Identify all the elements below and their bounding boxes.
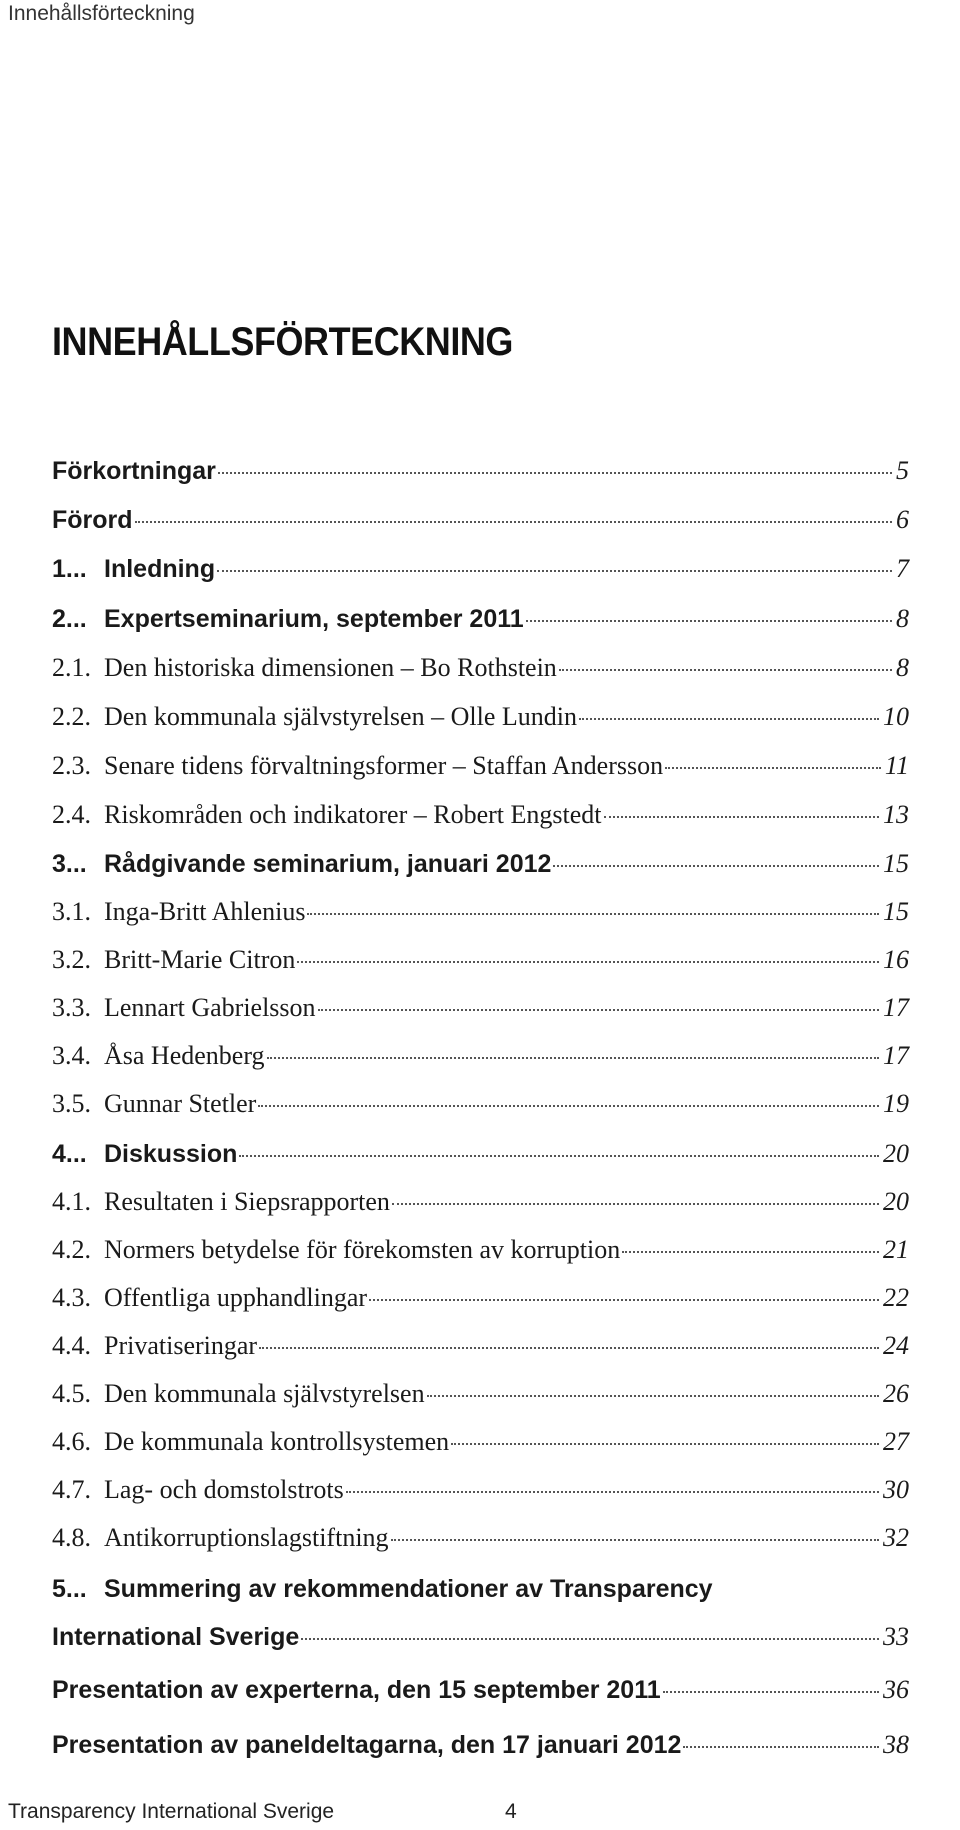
toc-entry-page: 15: [883, 897, 909, 926]
dot-leader: [259, 1347, 879, 1349]
toc-entry-page: 8: [896, 653, 909, 682]
toc-entry-3-2[interactable]: [52, 945, 909, 975]
toc-entry-page: 17: [883, 1041, 909, 1070]
toc-entry-4-2[interactable]: [52, 1235, 909, 1265]
toc-entry-page: 22: [883, 1283, 909, 1312]
toc-entry-number: 4.5.: [52, 1379, 91, 1408]
toc-entry-label: Diskussion: [104, 1140, 238, 1168]
toc-entry-number: 5...: [52, 1575, 87, 1603]
toc-entry-3-5[interactable]: [52, 1089, 909, 1119]
toc-entry-label: Presentation av experterna, den 15 september 2011: [52, 1676, 661, 1704]
toc-entry-forkortningar[interactable]: [52, 456, 909, 486]
toc-entry-label: Normers betydelse för förekomsten av korruption: [104, 1235, 621, 1264]
toc-entry-number: 4.3.: [52, 1283, 91, 1312]
toc-entry-label: Expertseminarium, september 2011: [104, 605, 524, 633]
toc-entry-page: 5: [896, 456, 909, 485]
toc-entry-label: Lag- och domstolstrots: [104, 1475, 344, 1504]
dot-leader: [427, 1395, 879, 1397]
toc-entry-3-1[interactable]: [52, 897, 909, 927]
toc-entry-page: 26: [883, 1379, 909, 1408]
toc-entry-label: Gunnar Stetler: [104, 1089, 257, 1118]
dot-leader: [267, 1057, 879, 1059]
toc-entry-chapter-5[interactable]: [52, 1575, 909, 1604]
toc-entry-page: 7: [896, 554, 909, 583]
toc-entry-2-3[interactable]: [52, 751, 909, 781]
toc-entry-label: Presentation av paneldeltagarna, den 17 januari 2012: [52, 1731, 682, 1759]
toc-entry-page: 30: [883, 1475, 909, 1504]
toc-entry-number: 4...: [52, 1140, 87, 1168]
toc-entry-experts-presentation[interactable]: [52, 1675, 909, 1705]
toc-entry-number: 3.2.: [52, 945, 91, 974]
toc-entry-page: 32: [883, 1523, 909, 1552]
toc-entry-number: 2.3.: [52, 751, 91, 780]
toc-entry-label: Antikorruptionslagstiftning: [104, 1523, 389, 1552]
toc-entry-4-8[interactable]: [52, 1523, 909, 1553]
dot-leader: [258, 1105, 879, 1107]
toc-entry-label: Senare tidens förvaltningsformer – Staffan Andersson: [104, 751, 664, 780]
toc-entry-page: 20: [883, 1187, 909, 1216]
toc-entry-number: 2.4.: [52, 800, 91, 829]
toc-entry-page: 36: [883, 1675, 909, 1704]
dot-leader: [369, 1299, 879, 1301]
toc-entry-number: 4.1.: [52, 1187, 91, 1216]
dot-leader: [579, 718, 879, 720]
toc-entry-number: 3.5.: [52, 1089, 91, 1118]
toc-entry-page: 24: [883, 1331, 909, 1360]
toc-entry-page: 19: [883, 1089, 909, 1118]
dot-leader: [135, 521, 892, 523]
toc-entry-2-1[interactable]: [52, 653, 909, 683]
running-header: Innehållsförteckning: [8, 2, 195, 25]
footer-page-number: 4: [505, 1800, 517, 1823]
toc-entry-4-5[interactable]: [52, 1379, 909, 1409]
toc-entry-label: Den kommunala självstyrelsen: [104, 1379, 425, 1408]
toc-entry-number: 2...: [52, 605, 87, 633]
toc-entry-page: 17: [883, 993, 909, 1022]
dot-leader: [346, 1491, 879, 1493]
toc-entry-label: Förkortningar: [52, 457, 216, 485]
toc-entry-number: 4.7.: [52, 1475, 91, 1504]
toc-entry-4-7[interactable]: [52, 1475, 909, 1505]
toc-entry-page: 16: [883, 945, 909, 974]
toc-entry-4-1[interactable]: [52, 1187, 909, 1217]
toc-entry-2-2[interactable]: [52, 702, 909, 732]
toc-entry-4-3[interactable]: [52, 1283, 909, 1313]
toc-entry-page: 38: [883, 1730, 909, 1759]
toc-entry-label: Inledning: [104, 555, 216, 583]
toc-entry-page: 15: [883, 849, 909, 878]
page-footer: [8, 1800, 517, 1824]
toc-entry-page: 33: [883, 1622, 909, 1651]
dot-leader: [553, 865, 879, 867]
toc-entry-chapter-1[interactable]: [52, 554, 909, 584]
dot-leader: [297, 961, 879, 963]
toc-entry-forord[interactable]: [52, 505, 909, 535]
dot-leader: [622, 1251, 879, 1253]
toc-entry-label: Inga-Britt Ahlenius: [104, 897, 306, 926]
toc-entry-label: Rådgivande seminarium, januari 2012: [104, 850, 552, 878]
toc-entry-page: 21: [883, 1235, 909, 1264]
dot-leader: [318, 1009, 879, 1011]
toc-entry-number: 4.4.: [52, 1331, 91, 1360]
toc-entry-number: 2.2.: [52, 702, 91, 731]
toc-entry-page: 20: [883, 1139, 909, 1168]
toc-entry-label: Förord: [52, 506, 133, 534]
toc-entry-page: 6: [896, 505, 909, 534]
toc-entry-chapter-5-continued[interactable]: [52, 1622, 909, 1652]
toc-entry-page: 11: [884, 751, 909, 780]
toc-entry-label: Resultaten i Siepsrapporten: [104, 1187, 390, 1216]
dot-leader: [559, 669, 892, 671]
toc-entry-number: 3...: [52, 850, 87, 878]
toc-entry-4-6[interactable]: [52, 1427, 909, 1457]
dot-leader: [663, 1691, 879, 1693]
dot-leader: [392, 1203, 879, 1205]
toc-entry-3-3[interactable]: [52, 993, 909, 1023]
dot-leader: [218, 472, 892, 474]
dot-leader: [604, 816, 879, 818]
dot-leader: [683, 1746, 879, 1748]
dot-leader: [301, 1638, 879, 1640]
toc-entry-label: Britt-Marie Citron: [104, 945, 296, 974]
toc-entry-page: 8: [896, 604, 909, 633]
toc-entry-label: Riskområden och indikatorer – Robert Engstedt: [104, 800, 602, 829]
toc-entry-page: 13: [883, 800, 909, 829]
page-title: INNEHÅLLSFÖRTECKNING: [52, 320, 513, 364]
toc-entry-chapter-4[interactable]: [52, 1139, 909, 1169]
dot-leader: [665, 767, 881, 769]
dot-leader: [391, 1539, 879, 1541]
toc-entry-number: 4.8.: [52, 1523, 91, 1552]
toc-entry-label: Offentliga upphandlingar: [104, 1283, 368, 1312]
toc-entry-number: 3.1.: [52, 897, 91, 926]
toc-entry-page: 27: [883, 1427, 909, 1456]
toc-entry-chapter-2[interactable]: [52, 604, 909, 634]
toc-entry-number: 3.3.: [52, 993, 91, 1022]
toc-entry-page: 10: [883, 702, 909, 731]
toc-entry-label: Den kommunala självstyrelsen – Olle Lundin: [104, 702, 577, 731]
toc-entry-label: Den historiska dimensionen – Bo Rothstein: [104, 653, 557, 682]
toc-entry-panel-presentation[interactable]: [52, 1730, 909, 1760]
toc-entry-number: 4.2.: [52, 1235, 91, 1264]
toc-entry-label: Summering av rekommendationer av Transparency: [104, 1575, 713, 1603]
toc-entry-chapter-3[interactable]: [52, 849, 909, 879]
toc-entry-number: 4.6.: [52, 1427, 91, 1456]
toc-entry-number: 3.4.: [52, 1041, 91, 1070]
dot-leader: [451, 1443, 879, 1445]
toc-entry-label: De kommunala kontrollsystemen: [104, 1427, 450, 1456]
dot-leader: [526, 620, 892, 622]
toc-entry-number: 2.1.: [52, 653, 91, 682]
dot-leader: [239, 1155, 879, 1157]
toc-entry-number: 1...: [52, 555, 87, 583]
footer-organization: Transparency International Sverige: [8, 1800, 335, 1823]
toc-entry-label: Privatiseringar: [104, 1331, 258, 1360]
toc-entry-2-4[interactable]: [52, 800, 909, 830]
dot-leader: [307, 913, 879, 915]
toc-entry-label: International Sverige: [52, 1623, 300, 1651]
toc-entry-label: Åsa Hedenberg: [104, 1041, 265, 1070]
dot-leader: [217, 570, 892, 572]
toc-entry-3-4[interactable]: [52, 1041, 909, 1071]
toc-entry-label: Lennart Gabrielsson: [104, 993, 316, 1022]
toc-entry-4-4[interactable]: [52, 1331, 909, 1361]
